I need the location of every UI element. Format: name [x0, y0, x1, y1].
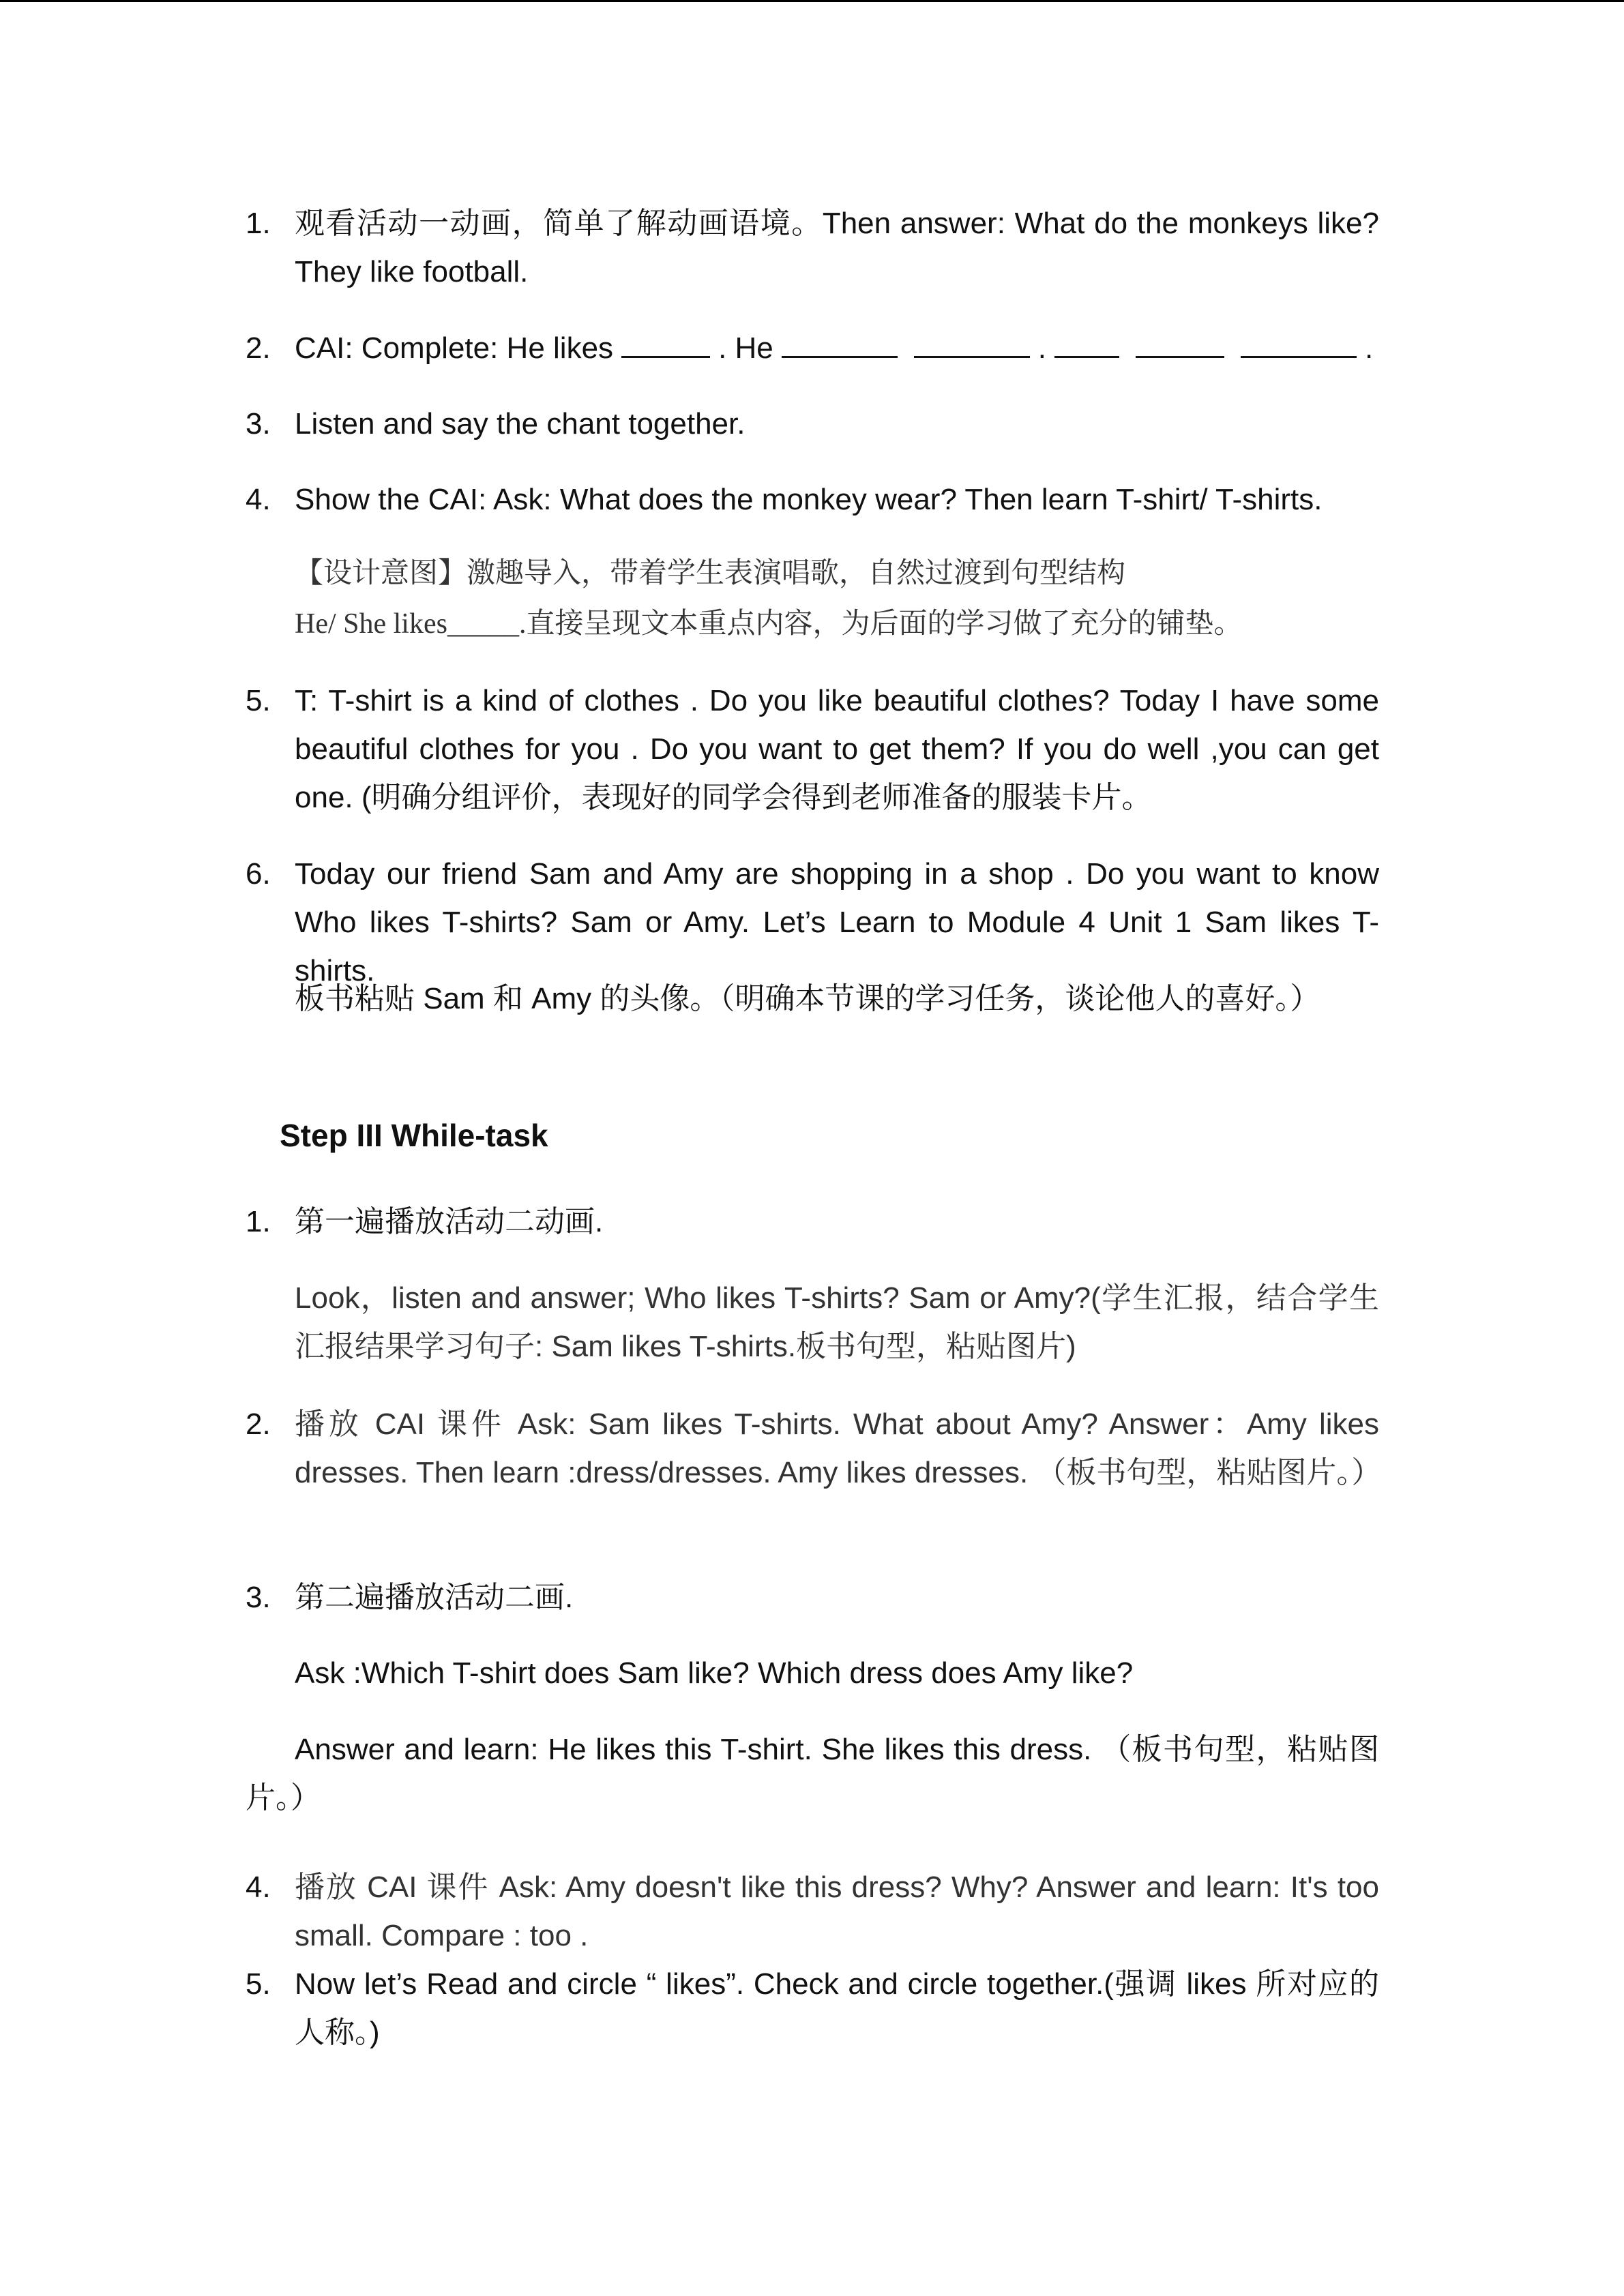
design-intent-title: 【设计意图】激趣导入，带着学生表演唱歌，自然过渡到句型结构: [295, 558, 1126, 589]
item-text: 播放 CAI 课件 Ask: Amy doesn't like this dress? Why? Answer and learn: It's too small. Compare : too .: [295, 1870, 1379, 1952]
blank-line: [1136, 327, 1224, 358]
item-text: Now let’s Read and circle “ likes”. Check and circle together.(强调 likes 所对应的人称。): [295, 1967, 1379, 2049]
item-text: 观看活动一动画，简单了解动画语境。Then answer: What do the monkeys like? They like football.: [295, 207, 1379, 288]
item-text: 第一遍播放活动二动画.: [295, 1205, 604, 1238]
item-number: 4.: [246, 1870, 271, 1904]
item-text: Answer and learn: He likes this T-shirt. She likes this dress. （板书句型，粘贴图片。）: [246, 1733, 1379, 1815]
item-text: Listen and say the chant together.: [295, 407, 745, 441]
item-text: Today our friend Sam and Amy are shopping in a shop . Do you want to know Who likes T-shirts? Sam or Amy. Let’s Learn to Module 4 Unit 1 Sam likes T-shirts.: [295, 857, 1379, 987]
design-intent-text: He/ She likes_____.直接呈现文本重点内容，为后面的学习做了充分的铺垫。: [295, 608, 1243, 640]
blank-line: [1054, 327, 1119, 358]
item-number: 6.: [246, 857, 271, 891]
item-number: 2.: [246, 1407, 271, 1441]
blank-line: [1241, 327, 1357, 358]
item-number: 2.: [246, 331, 271, 365]
board-note: 板书粘贴 Sam 和 Amy 的头像。（明确本节课的学习任务，谈论他人的喜好。）: [295, 982, 1320, 1015]
item-text: T: T-shirt is a kind of clothes . Do you like beautiful clothes? Today I have some beautiful clothes for you . Do you want to get them? If you do well ,you can get one. (明确分组评价，表现好的同学会得到老师准备的服装卡片。: [295, 684, 1379, 814]
item-text: Look，listen and answer; Who likes T-shirts? Sam or Amy?(学生汇报，结合学生汇报结果学习句子: Sam likes T-shirts.板书句型，粘贴图片): [295, 1281, 1379, 1363]
fill-in-blank-line: [295, 324, 1379, 372]
blank-dot: .: [1037, 331, 1046, 365]
item-number: 5.: [246, 684, 271, 717]
item-number: 1.: [246, 1205, 271, 1238]
item-text: Ask :Which T-shirt does Sam like? Which dress does Amy like?: [295, 1656, 1134, 1690]
item-text: Show the CAI: Ask: What does the monkey wear? Then learn T-shirt/ T-shirts.: [295, 483, 1323, 516]
item-number: 4.: [246, 483, 271, 516]
blank-end: .: [1365, 331, 1374, 365]
blank-prompt-mid: . He: [718, 331, 773, 365]
item-number: 1.: [246, 207, 271, 240]
list-item-text: [295, 199, 1379, 296]
item-number: 3.: [246, 1581, 271, 1614]
item-number: 5.: [246, 1967, 271, 2001]
blank-line: [914, 327, 1030, 358]
item-text: 播放 CAI 课件 Ask: Sam likes T-shirts. What about Amy? Answer：Amy likes dresses. Then learn :dress/dresses. Amy likes dresses. （板书句型，粘贴图片。）: [295, 1407, 1382, 1489]
blank-line: [782, 327, 898, 358]
section-heading: Step III While-task: [280, 1118, 548, 1153]
blank-prompt: CAI: Complete: He likes: [295, 331, 614, 365]
blank-line: [621, 327, 710, 358]
item-number: 3.: [246, 407, 271, 441]
item-text: 第二遍播放活动二画.: [295, 1581, 574, 1614]
